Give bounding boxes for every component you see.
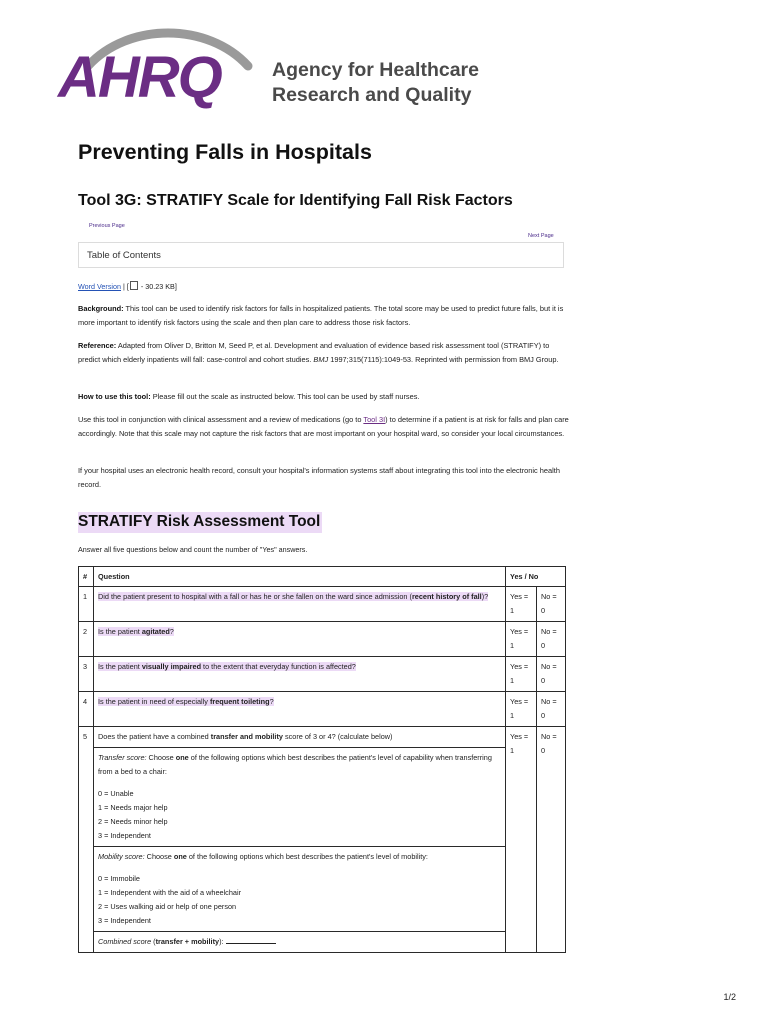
yes-cell[interactable]: Yes = 1: [506, 622, 537, 657]
transfer-text-end: of the following options which best describes the patient's level of capability when transferring from a bed to a chair:: [98, 753, 492, 776]
question-text-end: ?: [169, 627, 174, 636]
mobility-text: Choose: [144, 852, 174, 861]
how-to-paragraph: [78, 390, 570, 404]
table-row: [79, 692, 566, 727]
question-text-end: )?: [481, 592, 489, 601]
mobility-text-end: of the following options which best describes the patient's level of mobility:: [186, 852, 428, 861]
row-question: [94, 727, 506, 748]
question-text: Does the patient have a combined: [98, 732, 211, 741]
ehr-text: If your hospital uses an electronic health record, consult your hospital's information systems staff about integrating this tool into the electronic health record.: [78, 466, 560, 489]
yes-cell[interactable]: Yes = 1: [506, 692, 537, 727]
yes-cell[interactable]: Yes = 1: [506, 727, 537, 953]
tool-3i-link[interactable]: Tool 3I: [363, 415, 386, 424]
transfer-option[interactable]: 1 = Needs major help: [98, 803, 168, 812]
background-text: This tool can be used to identify risk factors for falls in hospitalized patients. The total score may be used to predict future falls, but it is more important to identify risk factors using the scale and then plan care to address those risk factors.: [78, 304, 564, 327]
row-question: [94, 622, 506, 657]
transfer-option[interactable]: 0 = Unable: [98, 789, 134, 798]
yes-cell[interactable]: Yes = 1: [506, 587, 537, 622]
row-number: 3: [79, 657, 94, 692]
reference-label: Reference:: [78, 341, 117, 350]
transfer-score-cell: [94, 748, 506, 847]
no-cell[interactable]: No = 0: [537, 622, 566, 657]
background-paragraph: [78, 302, 570, 330]
file-size: - 30.23 KB]: [140, 282, 177, 291]
page-number: 1/2: [723, 992, 736, 1002]
question-text: Is the patient in need of especially: [98, 697, 210, 706]
mobility-option[interactable]: 3 = Independent: [98, 916, 151, 925]
conjunction-text-1: Use this tool in conjunction with clinical assessment and a review of medications (go to: [78, 415, 364, 424]
mobility-option[interactable]: 0 = Immobile: [98, 874, 140, 883]
header-yes-no: Yes / No: [506, 567, 566, 587]
row-question: [94, 587, 506, 622]
table-row: [79, 727, 566, 748]
row-number: 1: [79, 587, 94, 622]
mobility-option[interactable]: 1 = Independent with the aid of a wheelchair: [98, 888, 241, 897]
row-question: [94, 692, 506, 727]
table-of-contents-label: Table of Contents: [87, 250, 161, 261]
question-keyword: recent history of fall: [411, 592, 482, 601]
transfer-text: Choose: [146, 753, 176, 762]
section-title: STRATIFY Risk Assessment Tool: [78, 512, 322, 533]
agency-name-line2: Research and Quality: [272, 84, 472, 106]
mobility-option[interactable]: 2 = Uses walking aid or help of one person: [98, 902, 237, 911]
ehr-paragraph: [78, 464, 570, 492]
combined-score-label: Combined score: [98, 937, 152, 946]
mobility-keyword: one: [173, 852, 187, 861]
reference-text-1: Adapted from Oliver D, Britton M, Seed P, et al. Development and evaluation of evidence based risk assessment tool (STRATIFY) to predict which elderly inpatients will fall: case-control and cohort studies.: [78, 341, 550, 364]
answer-instructions: Answer all five questions below and count the number of "Yes" answers.: [78, 545, 308, 554]
question-text: Did the patient present to hospital with a fall or has he or she fallen on the ward since admission (: [98, 592, 412, 601]
transfer-option[interactable]: 2 = Needs minor help: [98, 817, 168, 826]
combined-score-blank[interactable]: [226, 943, 276, 944]
question-text-end: score of 3 or 4? (calculate below): [282, 732, 393, 741]
question-text: Is the patient: [98, 627, 142, 636]
reference-journal: BMJ: [313, 355, 329, 364]
header-question: Question: [94, 567, 506, 587]
background-label: Background:: [78, 304, 124, 313]
previous-page-link[interactable]: Previous Page: [89, 223, 125, 229]
transfer-keyword: one: [175, 753, 189, 762]
word-version-link[interactable]: Word Version: [78, 282, 122, 291]
how-to-label: How to use this tool:: [78, 392, 151, 401]
mobility-score-label: Mobility score:: [98, 852, 145, 861]
row-number: 5: [79, 727, 94, 953]
transfer-option[interactable]: 3 = Independent: [98, 831, 151, 840]
agency-name-line1: Agency for Healthcare: [272, 59, 479, 81]
table-row: [79, 657, 566, 692]
combined-close: ):: [219, 937, 226, 946]
ahrq-logo: [58, 26, 488, 110]
table-row: [79, 622, 566, 657]
question-text-end: ?: [269, 697, 274, 706]
row-number: 4: [79, 692, 94, 727]
logo-letters: AHRQ: [58, 45, 221, 110]
table-header-row: [79, 567, 566, 587]
table-row: [79, 587, 566, 622]
combined-score-cell: [94, 932, 506, 953]
mobility-score-row: [79, 847, 566, 932]
tool-title: Tool 3G: STRATIFY Scale for Identifying Fall Risk Factors: [78, 192, 513, 209]
transfer-score-label: Transfer score:: [98, 753, 147, 762]
conjunction-paragraph: [78, 413, 570, 441]
page-title: Preventing Falls in Hospitals: [78, 140, 372, 164]
word-version-line: [78, 281, 177, 291]
how-to-text: Please fill out the scale as instructed below. This tool can be used by staff nurses.: [150, 392, 420, 401]
next-page-link[interactable]: Next Page: [528, 233, 554, 239]
transfer-score-row: [79, 748, 566, 847]
stratify-table: [78, 566, 566, 953]
reference-text-2: 1997;315(7115):1049-53. Reprinted with permission from BMJ Group.: [328, 355, 559, 364]
question-keyword: agitated: [141, 627, 170, 636]
bracket-open: [: [126, 282, 129, 291]
question-keyword: visually impaired: [141, 662, 202, 671]
combined-score-row: [79, 932, 566, 953]
question-text-end: to the extent that everyday function is affected?: [201, 662, 356, 671]
header-number: #: [79, 567, 94, 587]
no-cell[interactable]: No = 0: [537, 692, 566, 727]
no-cell[interactable]: No = 0: [537, 587, 566, 622]
row-question: [94, 657, 506, 692]
mobility-score-cell: [94, 847, 506, 932]
agency-name: [272, 58, 479, 108]
table-of-contents-box[interactable]: [78, 242, 564, 268]
question-keyword: transfer and mobility: [210, 732, 283, 741]
no-cell[interactable]: No = 0: [537, 657, 566, 692]
combined-keyword: transfer + mobility: [155, 937, 220, 946]
conjunction-text-2: ) to determine if a patient is at risk for falls and plan care accordingly. Note that this scale may not capture the risk factors that are most important on your hospital ward, so consider your local circumstances.: [78, 415, 569, 438]
reference-paragraph: [78, 339, 570, 367]
question-keyword: frequent toileting: [209, 697, 270, 706]
yes-cell[interactable]: Yes = 1: [506, 657, 537, 692]
question-text: Is the patient: [98, 662, 142, 671]
word-document-icon: [130, 281, 138, 290]
no-cell[interactable]: No = 0: [537, 727, 566, 953]
row-number: 2: [79, 622, 94, 657]
separator: |: [123, 282, 125, 291]
combined-open: (: [151, 937, 156, 946]
